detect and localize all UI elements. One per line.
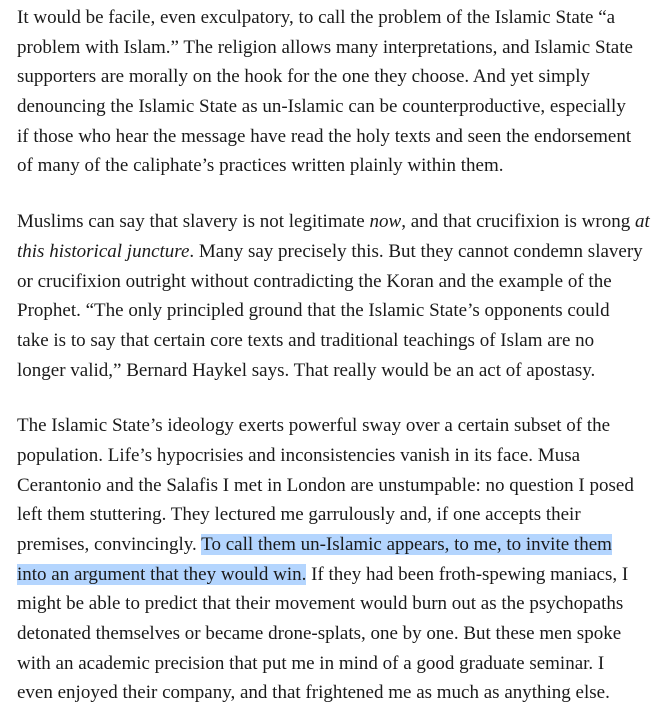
paragraph-line: even enjoyed their company, and that frightened me as much as anything else. <box>17 682 610 703</box>
emphasis-text: now <box>369 211 402 232</box>
paragraph-line: denouncing the Islamic State as un-Islamic can be counterproductive, especially <box>17 96 626 117</box>
selected-text[interactable]: into an argument that they would win. <box>17 564 307 585</box>
paragraph-line <box>17 532 612 558</box>
paragraph-line: Prophet. “The only principled ground that the Islamic State’s opponents could <box>17 300 610 321</box>
paragraph-line: supporters are morally on the hook for the one they choose. And yet simply <box>17 66 591 87</box>
paragraph-line: It would be facile, even exculpatory, to call the problem of the Islamic State “a <box>17 7 616 28</box>
text-run: , and that crucifixion is wrong <box>401 211 635 232</box>
selected-text[interactable]: To call them un-Islamic appears, to me, to invite them <box>201 534 612 555</box>
paragraph-line: detonated themselves or became drone-splats, one by one. But these men spoke <box>17 623 622 644</box>
text-run: Muslims can say that slavery is not legitimate <box>17 211 370 232</box>
paragraph-line: if those who hear the message have read the holy texts and seen the endorsement <box>17 126 632 147</box>
paragraph-line: or crucifixion outright without contradicting the Koran and the example of the <box>17 271 612 292</box>
paragraph-line: of many of the caliphate’s practices written plainly within them. <box>17 155 504 176</box>
paragraph-line: left them stuttering. They lectured me garrulously and, if one accepts their <box>17 504 581 525</box>
paragraph-line: Cerantonio and the Salafis I met in London are unstumpable: no question I posed <box>17 475 634 496</box>
paragraph-line: population. Life’s hypocrisies and inconsistencies vanish in its face. Musa <box>17 445 581 466</box>
paragraph-line <box>17 562 628 588</box>
text-run: If they had been froth-spewing maniacs, I <box>306 564 629 585</box>
text-run: . Many say precisely this. But they cannot condemn slavery <box>189 241 643 262</box>
paragraph-line <box>17 239 643 265</box>
paragraph-line: take is to say that certain core texts and traditional teachings of Islam are no <box>17 330 595 351</box>
emphasis-text: this historical juncture <box>17 241 190 262</box>
paragraph-line: problem with Islam.” The religion allows many interpretations, and Islamic State <box>17 37 633 58</box>
paragraph-line: The Islamic State’s ideology exerts powerful sway over a certain subset of the <box>17 415 611 436</box>
paragraph-line: might be able to predict that their movement would burn out as the psychopaths <box>17 593 624 614</box>
text-run: premises, convincingly. <box>17 534 202 555</box>
emphasis-text: at <box>634 211 650 232</box>
paragraph-line: longer valid,” Bernard Haykel says. That really would be an act of apostasy. <box>17 360 596 381</box>
paragraph-line: with an academic precision that put me in mind of a good graduate seminar. I <box>17 653 605 674</box>
paragraph-line <box>17 209 650 235</box>
